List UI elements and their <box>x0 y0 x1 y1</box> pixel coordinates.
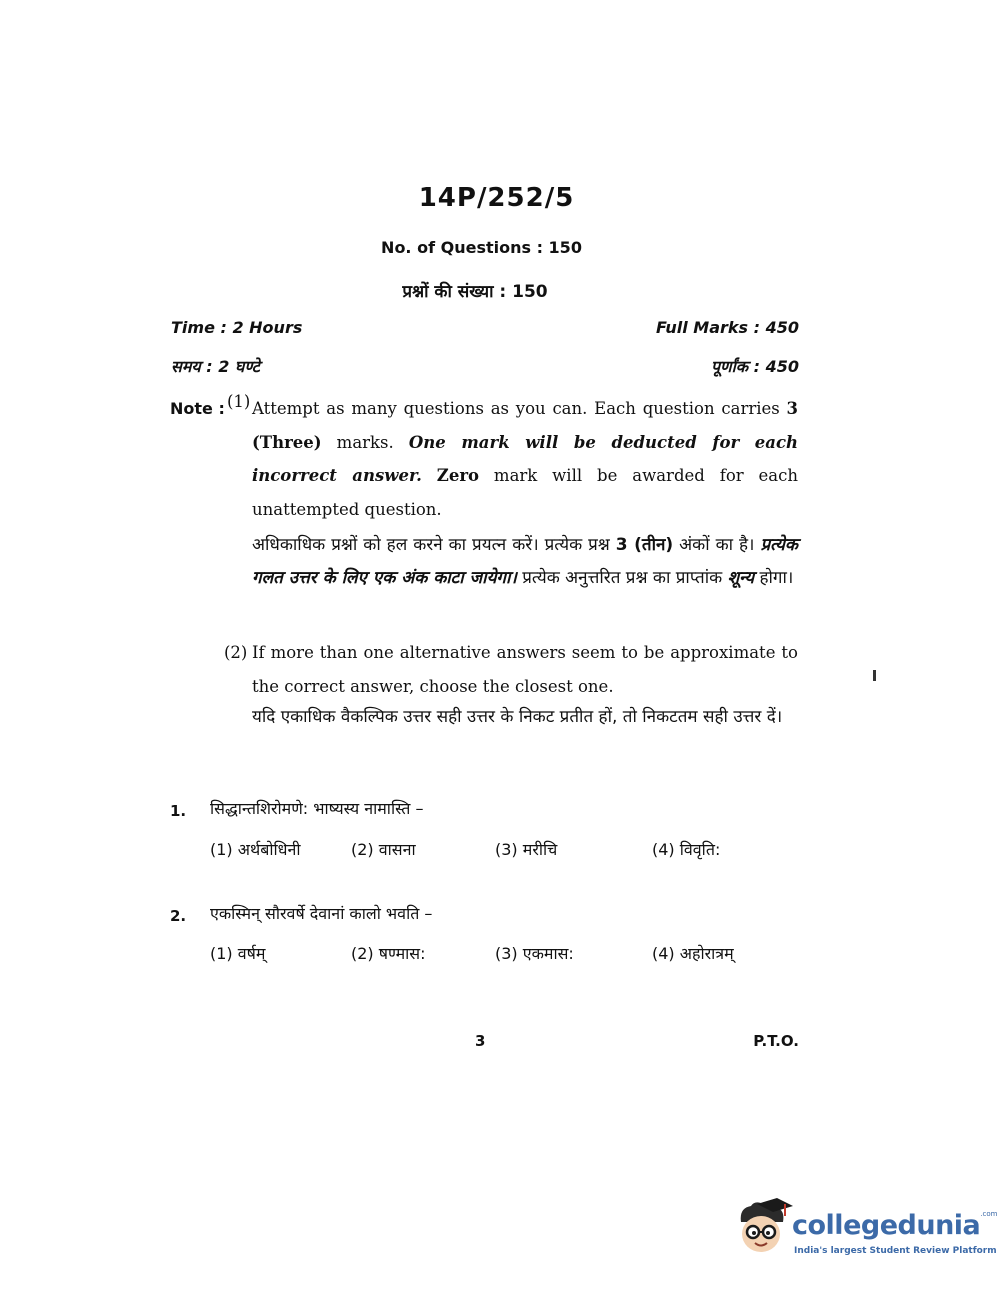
full-marks-en: Full Marks : 450 <box>655 318 799 337</box>
option-3: (3) एकमास: <box>495 944 574 963</box>
option-1: (1) अर्थबोधिनी <box>210 840 301 859</box>
brand-tagline: India's largest Student Review Platform <box>794 1246 997 1256</box>
note-item1-hi <box>252 529 798 595</box>
option-4: (4) अहोरात्रम् <box>652 944 734 963</box>
note-item1-hi-part2: अंकों का है। <box>673 535 761 555</box>
brand-superscript: .com <box>980 1210 997 1218</box>
note-item2-number: (2) <box>224 643 248 662</box>
option-2: (2) षण्मास: <box>351 944 426 963</box>
note-item1-en-part1: Attempt as many questions as you can. Each question carries <box>252 399 787 418</box>
note-item1-hi-bold-italic2: शून्य <box>727 568 755 588</box>
option-1: (1) वर्षम् <box>210 944 266 963</box>
note-item2-hi: यदि एकाधिक वैकल्पिक उत्तर सही उत्तर के निकट प्रतीत हों, तो निकटतम सही उत्तर दें। <box>252 707 783 727</box>
note-item1-en-part3 <box>422 466 437 485</box>
option-4: (4) विवृति: <box>652 840 721 859</box>
note-item1-hi-part1: अधिकाधिक प्रश्नों को हल करने का प्रयत्न करें। प्रत्येक प्रश्न <box>252 535 616 555</box>
mascot-icon <box>733 1196 795 1258</box>
note-item1-hi-part3: प्रत्येक अनुत्तरित प्रश्न का प्राप्तांक <box>516 568 728 588</box>
note-item1-hi-bold: 3 (तीन) <box>615 535 674 555</box>
note-item1-hi-bold-italic: प्रत्येक गलत उत्तर के लिए एक अंक काटा जायेगा। <box>252 535 798 588</box>
brand-name: collegedunia <box>792 1210 981 1241</box>
time-hi: समय : 2 घण्टे <box>171 357 260 376</box>
note-label: Note : <box>170 399 225 418</box>
note-item1-en-bold1: 3 (Three) <box>252 399 798 452</box>
note-item1-en-part4: mark will be awarded for each unattempted question. <box>252 466 799 519</box>
note-item1-en-bold-italic: One mark will be deducted for each incorrect answer. <box>252 432 798 485</box>
stray-mark <box>873 670 876 681</box>
note-item1-en <box>252 392 798 526</box>
note-item1-en-part2: marks. <box>321 432 409 452</box>
brand-logo <box>792 1210 997 1241</box>
note-item1-number: (1) <box>227 392 251 411</box>
question-text: सिद्धान्तशिरोमणे: भाष्यस्य नामास्ति – <box>210 799 424 818</box>
num-questions-en: No. of Questions : 150 <box>381 238 582 257</box>
option-2: (2) वासना <box>351 840 416 859</box>
question-text: एकस्मिन् सौरवर्षे देवानां कालो भवति – <box>210 904 433 923</box>
note-item1-en-bold2: Zero <box>436 466 480 485</box>
time-en: Time : 2 Hours <box>171 318 303 337</box>
pto-label: P.T.O. <box>753 1032 799 1050</box>
page-number: 3 <box>475 1032 486 1050</box>
question-number: 2. <box>170 907 187 925</box>
option-3: (3) मरीचि <box>495 840 558 859</box>
paper-code: 14P/252/5 <box>418 183 575 213</box>
full-marks-hi: पूर्णांक : 450 <box>710 357 799 376</box>
note-item2-en: If more than one alternative answers seem to be approximate to the correct answer, choose the closest one. <box>252 643 798 696</box>
note-item1-hi-part4: होगा। <box>754 568 794 588</box>
question-number: 1. <box>170 802 187 820</box>
num-questions-hi: प्रश्नों की संख्या : 150 <box>402 282 548 302</box>
